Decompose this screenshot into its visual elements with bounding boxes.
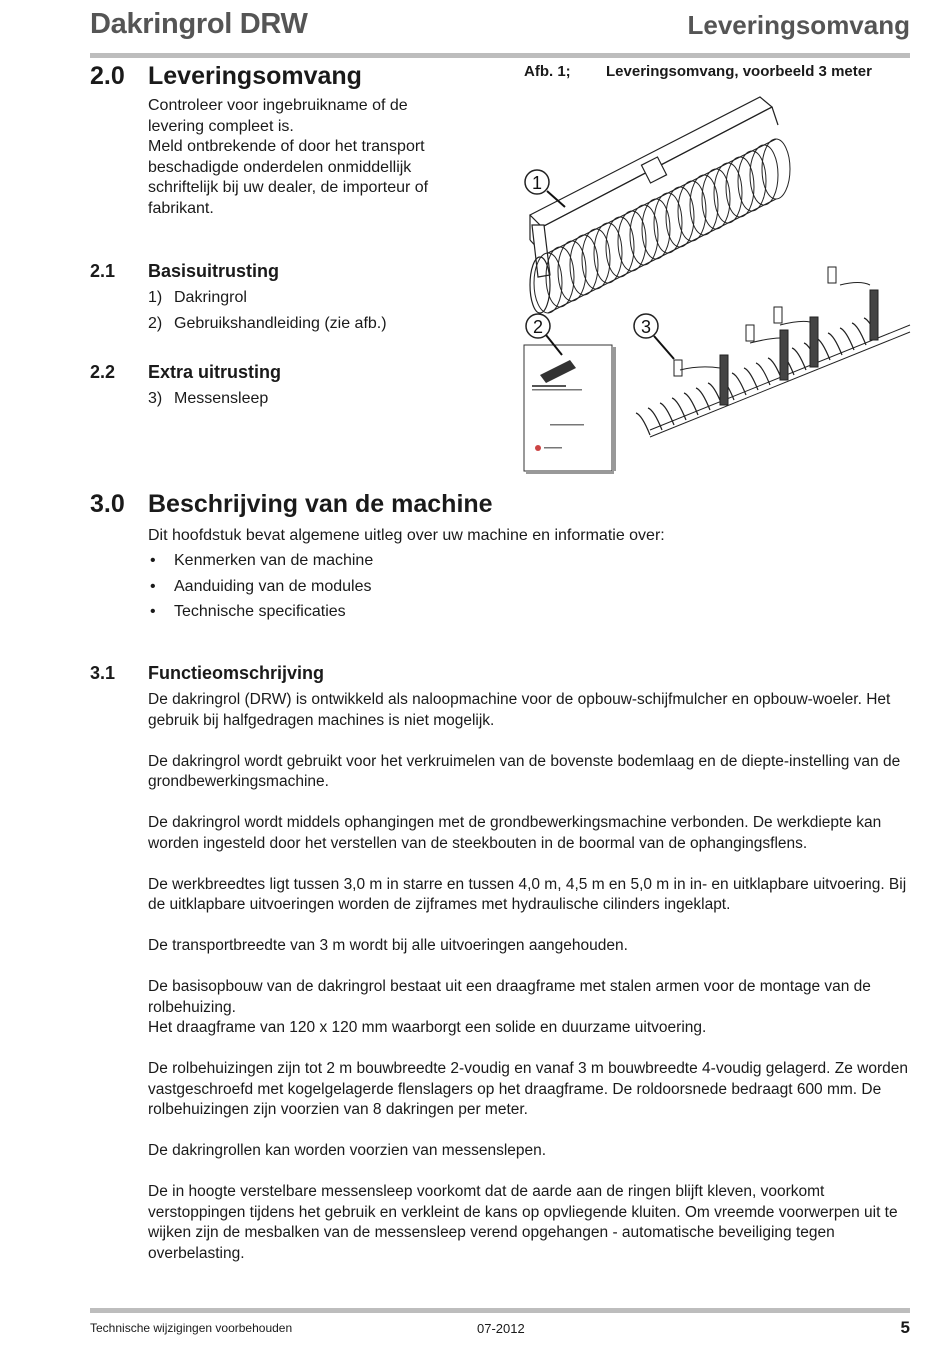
bullet-marker: • <box>150 577 156 595</box>
list-item-label: Dakringrol <box>174 289 247 306</box>
paragraph: De rolbehuizingen zijn tot 2 m bouwbreedte 2-voudig en vanaf 3 m bouwbreedte 4-voudig gelagerd. Ze worden vastgeschroefd met kogelgelagerde flenslagers op het draagframe. De roldoorsnede bedraagt 600 mm. De rolbehuizingen zijn voorzien van 8 dakringen per meter. <box>148 1060 908 1118</box>
list-item <box>148 390 268 416</box>
extra-equipment-list <box>148 390 268 416</box>
list-item-label: Messensleep <box>174 390 269 407</box>
heading-number: 3.0 <box>90 490 125 518</box>
heading-title: Extra uitrusting <box>148 362 282 382</box>
heading-2-0 <box>90 62 362 91</box>
section-title: Leveringsomvang <box>687 10 910 40</box>
footer-date: 07-2012 <box>477 1321 525 1336</box>
list-marker: 1) <box>148 289 163 306</box>
paragraph: Het draagframe van 120 x 120 mm waarborgt een solide en duurzame uitvoering. <box>148 1019 707 1036</box>
figure-label: Afb. 1; <box>524 63 571 80</box>
intro-text: Controleer voor ingebruikname of de levering compleet is. <box>148 97 408 135</box>
paragraph: De dakringrol (DRW) is ontwikkeld als naloopmachine voor de opbouw-schijfmulcher en opbouw-woeler. Het gebruik bij halfgedragen machines is niet mogelijk. <box>148 691 891 729</box>
heading-number: 2.2 <box>90 362 116 382</box>
manual-book-icon <box>524 345 616 474</box>
heading-title: Leveringsomvang <box>148 62 362 90</box>
function-description <box>148 690 908 1285</box>
basic-equipment-list <box>148 289 387 341</box>
bullet-label: Aanduiding van de modules <box>174 577 372 595</box>
heading-title: Basisuitrusting <box>148 261 280 281</box>
paragraph: De basisopbouw van de dakringrol bestaat uit een draagframe met stalen armen voor de montage van de rolbehuizing. <box>148 978 871 1016</box>
bullet-item <box>148 603 373 629</box>
intro-text-2: Meld ontbrekende of door het transport beschadigde onderdelen onmiddellijk schriftelijk bij uw dealer, de importeur of fabrikant. <box>148 138 429 217</box>
bullet-marker: • <box>150 552 156 569</box>
paragraph: De in hoogte verstelbare messensleep voorkomt dat de aarde aan de ringen blijft kleven, voorkomt verstoppingen tijdens het gebruik en verkleint de kans op opvliegende kluiten. Om vreemde voorwerpen uit te wijken zijn de mesbalken van de messensleep verend opgehangen - automatische beveiliging tegen overbelasting. <box>148 1183 898 1262</box>
footer-divider <box>90 1308 910 1313</box>
list-item-label: Gebruikshandleiding (zie afb.) <box>174 315 387 332</box>
heading-3-0 <box>90 490 493 519</box>
footer-disclaimer: Technische wijzigingen voorbehouden <box>90 1321 293 1335</box>
svg-text:3: 3 <box>640 317 652 337</box>
list-item <box>148 289 387 315</box>
list-marker: 3) <box>148 390 163 407</box>
delivery-illustration <box>510 85 920 480</box>
heading-title: Beschrijving van de machine <box>148 490 493 518</box>
paragraph: De werkbreedtes ligt tussen 3,0 m in starre en tussen 4,0 m, 4,5 m en 5,0 m in in- en uitklapbare uitvoering. Bij de uitklapbare uitvoeringen worden de zijframes met hydraulische cilinders ingeklapt. <box>148 875 907 913</box>
heading-number: 2.1 <box>90 261 116 281</box>
list-marker: 2) <box>148 315 163 332</box>
heading-2-1 <box>90 261 279 282</box>
svg-text:2: 2 <box>532 317 544 337</box>
page-number: 5 <box>900 1318 910 1337</box>
paragraph: De dakringrol wordt gebruikt voor het verkruimelen van de bovenste bodemlaag en de diepte-instelling van de grondbewerkingsmachine. <box>148 752 901 790</box>
paragraph: De dakringrollen kan worden voorzien van messenslepen. <box>148 1142 547 1159</box>
intro-paragraph <box>148 96 468 219</box>
bullet-label: Kenmerken van de machine <box>174 552 374 569</box>
header-divider <box>90 53 910 58</box>
document-title: Dakringrol DRW <box>90 8 308 40</box>
heading-3-1 <box>90 663 324 684</box>
paragraph: De dakringrol wordt middels ophangingen met de grondbewerkingsmachine verbonden. De werkdiepte kan worden ingesteld door het verstellen van de steekbouten in de boormal van de ophangingsflens. <box>148 814 882 852</box>
callout-3-icon <box>634 314 674 359</box>
bullet-item <box>148 578 373 604</box>
roller-illustration-svg <box>510 85 920 480</box>
figure-caption-text: Leveringsomvang, voorbeeld 3 meter <box>606 63 872 80</box>
ring-roller-icon <box>530 97 790 313</box>
heading-number: 2.0 <box>90 62 125 90</box>
bullet-marker: • <box>150 603 156 620</box>
list-item <box>148 315 387 341</box>
heading-title: Functieomschrijving <box>148 663 325 683</box>
chapter-topics-list <box>148 552 373 629</box>
figure-caption <box>524 63 872 80</box>
paragraph: De transportbreedte van 3 m wordt bij alle uitvoeringen aangehouden. <box>148 937 628 954</box>
knife-drag-icon <box>636 267 910 437</box>
bullet-label: Technische specificaties <box>174 603 346 620</box>
heading-number: 3.1 <box>90 663 116 683</box>
bullet-item <box>148 552 373 578</box>
svg-text:1: 1 <box>531 173 543 193</box>
callout-1-icon <box>525 170 565 207</box>
heading-2-2 <box>90 362 281 383</box>
chapter-intro: Dit hoofdstuk bevat algemene uitleg over uw machine en informatie over: <box>148 527 665 544</box>
